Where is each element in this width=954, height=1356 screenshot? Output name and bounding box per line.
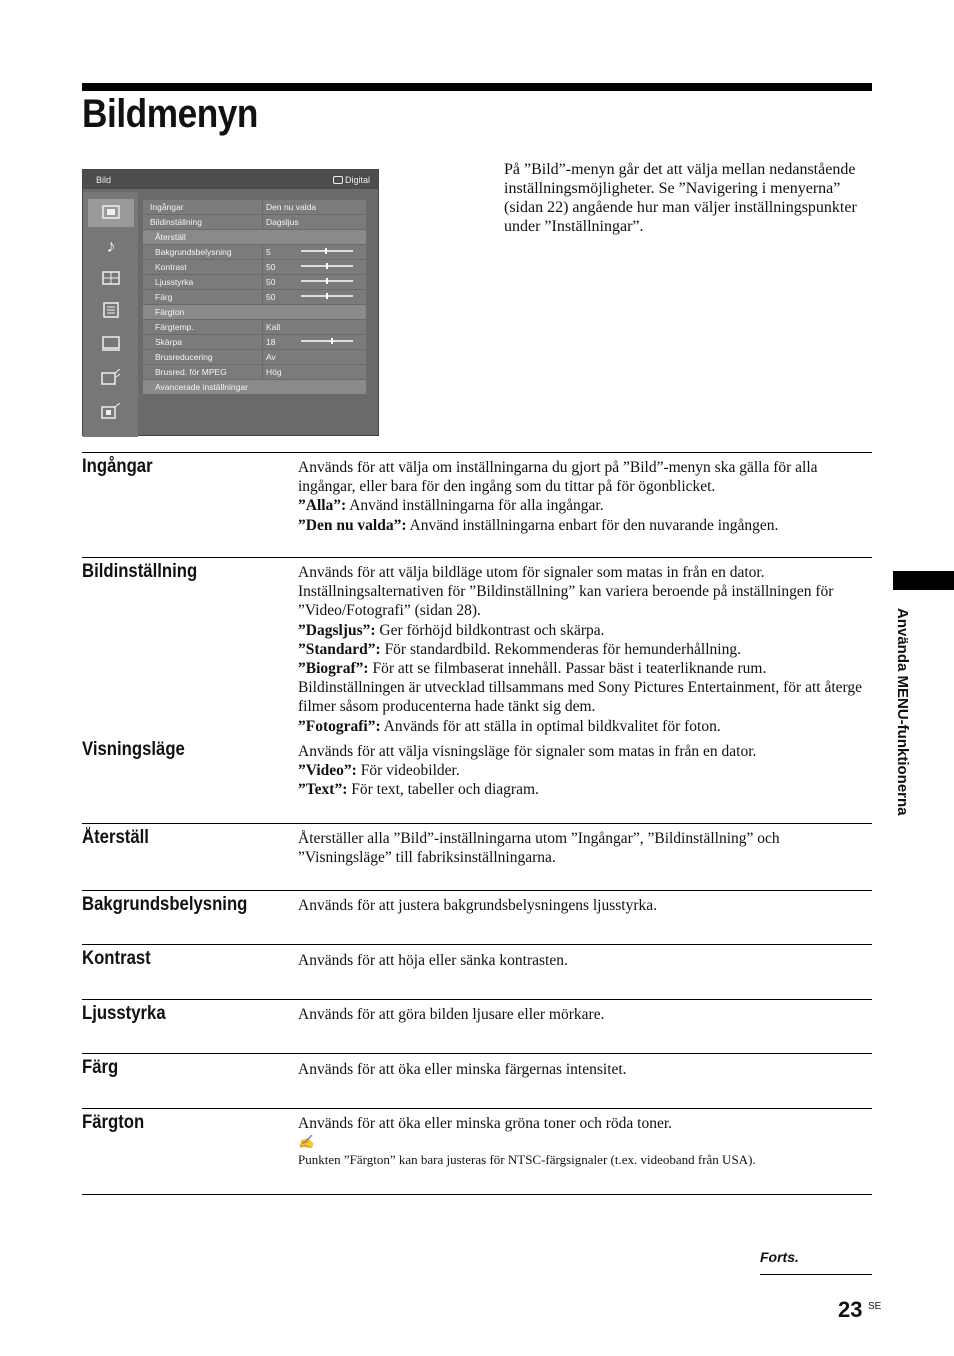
page-suffix: SE	[868, 1301, 882, 1312]
menu-row[interactable]	[143, 275, 366, 289]
menu-row-label: Återställ	[155, 232, 186, 242]
continued-rule	[760, 1274, 872, 1275]
note-text: Punkten ”Färgton” kan bara justeras för NTSC-färgsignaler (t.ex. videoband från USA).	[298, 1152, 756, 1168]
menu-row-slider	[301, 280, 353, 282]
desc-fargton	[298, 1114, 874, 1168]
term-aterstall: Återställ	[82, 827, 149, 848]
term-kontrast: Kontrast	[82, 948, 151, 969]
menu-row[interactable]	[143, 320, 366, 334]
menu-row[interactable]	[143, 335, 366, 349]
menu-row[interactable]	[143, 245, 366, 259]
option	[298, 621, 874, 640]
note-pencil-icon: ✍	[298, 1134, 315, 1150]
slider-knob	[326, 263, 328, 269]
menu-row[interactable]	[143, 200, 366, 214]
desc-text: Används för att välja visningsläge för signaler som matas in från en dator.	[298, 743, 757, 760]
option-label: ”Biograf”:	[298, 660, 369, 678]
menu-row-slider	[301, 295, 353, 297]
option-text: För videobilder.	[356, 762, 460, 780]
menu-row[interactable]	[143, 365, 366, 379]
music-note-icon: ♪	[106, 236, 116, 256]
continued-label: Forts.	[760, 1249, 799, 1265]
term-ljusstyrka: Ljusstyrka	[82, 1003, 166, 1024]
menu-row-value-text: 50	[266, 277, 276, 287]
menu-row-value-text: 50	[266, 262, 276, 272]
menu-row-value	[266, 322, 366, 332]
option	[298, 717, 874, 736]
menu-row[interactable]	[143, 290, 366, 304]
picture-icon	[88, 199, 134, 227]
menu-row-slider	[301, 265, 353, 267]
menu-row[interactable]	[143, 230, 366, 244]
section-divider	[82, 999, 872, 1000]
menu-row-value-text: 5	[266, 247, 271, 257]
menu-row-value-text: Dagsljus	[266, 217, 299, 227]
chapter-label	[894, 608, 918, 858]
menu-row-label: Avancerade inställningar	[155, 382, 248, 392]
option-label: ”Alla”:	[298, 497, 347, 515]
menu-row-value	[266, 202, 366, 212]
slider-knob	[326, 278, 328, 284]
term-farg: Färg	[82, 1057, 119, 1078]
menu-row-label: Ingångar	[150, 202, 184, 212]
menu-row-label: Färgtemp.	[155, 322, 194, 332]
title-rule	[82, 83, 872, 91]
option	[298, 761, 874, 780]
menu-row-label: Brusreducering	[155, 352, 213, 362]
option	[298, 496, 874, 515]
menu-row-label: Bildinställning	[150, 217, 202, 227]
menu-rows	[143, 200, 366, 395]
option-label: ”Standard”:	[298, 640, 381, 658]
menu-row-value	[266, 262, 366, 272]
section-divider	[82, 823, 872, 824]
term-bildinstallning: Bildinställning	[82, 561, 198, 582]
option-text: För att se filmbaserat innehåll. Passar bäst i teaterliknande rum. Bildinställningen är utvecklad tillsammans med Sony Pictures Entertainment, för att återge filmer såsom producenterna hade tänkt sig dem.	[298, 660, 863, 716]
menu-row-label: Bakgrundsbelysning	[155, 247, 232, 257]
menu-row[interactable]	[143, 260, 366, 274]
menu-row-value-text: Den nu valda	[266, 202, 317, 212]
section-divider	[82, 1108, 872, 1109]
menu-row-slider	[301, 250, 353, 252]
desc-text: Används för att öka eller minska gröna toner och röda toner.	[298, 1115, 673, 1132]
menu-row[interactable]	[143, 350, 366, 364]
term-bakgrundsbelysning: Bakgrundsbelysning	[82, 894, 248, 915]
menu-row[interactable]	[143, 215, 366, 229]
menu-row-value	[266, 217, 366, 227]
menu-title: Bild	[96, 175, 112, 185]
menu-row-value	[266, 292, 366, 302]
menu-row-label: Brusred. för MPEG	[155, 367, 227, 377]
desc-visningslage	[298, 742, 874, 800]
menu-row-label: Färgton	[155, 307, 185, 317]
option	[298, 640, 874, 659]
section-divider	[82, 1194, 872, 1195]
term-visningslage: Visningsläge	[82, 739, 185, 760]
menu-row-value	[266, 277, 366, 287]
menu-row-value	[266, 367, 366, 377]
menu-sidebar	[83, 192, 138, 437]
menu-row-value	[266, 247, 366, 257]
slider-knob	[325, 248, 327, 254]
option-text: Används för att ställa in optimal bildkvalitet för foton.	[380, 717, 721, 735]
option-label: ”Den nu valda”:	[298, 516, 407, 534]
monitor-icon	[88, 332, 134, 360]
option-text: Ger förhöjd bildkontrast och skärpa.	[375, 621, 605, 639]
desc-aterstall: Återställer alla ”Bild”-inställningarna utom ”Ingångar”, ”Bildinställning” och ”Visningsläge” till fabriksinställningarna.	[298, 830, 780, 867]
desc-kontrast: Används för att höja eller sänka kontrasten.	[298, 952, 568, 969]
section-divider	[82, 452, 872, 453]
option-label: ”Dagsljus”:	[298, 621, 376, 639]
page-number: 23	[838, 1297, 863, 1322]
term-fargton: Färgton	[82, 1112, 145, 1133]
option-label: ”Video”:	[298, 762, 357, 780]
section-divider	[82, 944, 872, 945]
menu-row-value-text: 50	[266, 292, 276, 302]
menu-row-value-text: Av	[266, 352, 276, 362]
option-text: Använd inställningarna enbart för den nuvarande ingången.	[406, 516, 779, 534]
section-divider	[82, 557, 872, 558]
section-divider	[82, 1053, 872, 1054]
channel-setup-icon	[88, 365, 134, 393]
menu-source: Digital	[333, 175, 370, 185]
option-text: Använd inställningarna för alla ingångar.	[346, 497, 604, 515]
option	[298, 516, 874, 535]
option-label: ”Fotografi”:	[298, 717, 381, 735]
page-title: Bildmenyn	[82, 92, 258, 136]
menu-title-bar	[83, 170, 378, 189]
menu-row-label: Skärpa	[155, 337, 182, 347]
chapter-label-text: Använda MENU-funktionerna	[894, 608, 911, 816]
menu-row-value-text: Kall	[266, 322, 281, 332]
option-text: För text, tabeller och diagram.	[347, 781, 539, 799]
menu-row-value-text: Hög	[266, 367, 282, 377]
menu-row-value-text: 18	[266, 337, 276, 347]
screen-icon	[88, 265, 134, 293]
option-text: För standardbild. Rekommenderas för hemunderhållning.	[380, 640, 741, 658]
slider-knob	[331, 338, 333, 344]
option	[298, 659, 874, 717]
menu-row[interactable]	[143, 380, 366, 394]
desc-farg: Används för att öka eller minska färgernas intensitet.	[298, 1061, 627, 1078]
channel-setup-alt-icon	[88, 399, 134, 427]
menu-row-label: Ljusstyrka	[155, 277, 194, 287]
term-ingangar: Ingångar	[82, 456, 153, 477]
menu-row-label: Kontrast	[155, 262, 187, 272]
menu-row-value	[266, 352, 366, 362]
slider-knob	[326, 293, 328, 299]
list-icon	[88, 298, 134, 326]
menu-row-slider	[301, 340, 353, 342]
menu-screenshot	[82, 169, 379, 436]
menu-row[interactable]	[143, 305, 366, 319]
option	[298, 780, 874, 799]
option-label: ”Text”:	[298, 781, 348, 799]
desc-text: Används för att välja om inställningarna du gjort på ”Bild”-menyn ska gälla för alla ingångar, eller bara för den ingång som du tittar på för ögonblicket.	[298, 459, 818, 496]
desc-ljusstyrka: Används för att göra bilden ljusare eller mörkare.	[298, 1006, 605, 1023]
desc-ingangar	[298, 458, 874, 535]
menu-row-value	[266, 337, 366, 347]
desc-bakgrundsbelysning: Används för att justera bakgrundsbelysningens ljusstyrka.	[298, 897, 658, 914]
section-divider	[82, 890, 872, 891]
desc-text: Används för att välja bildläge utom för signaler som matas in från en dator. Inställningsalternativen för ”Bildinställning” kan variera beroende på inställningen för ”Video/Fotografi” (sidan 28).	[298, 564, 834, 620]
chapter-tab	[893, 571, 954, 590]
menu-row-label: Färg	[155, 292, 173, 302]
desc-bildinstallning	[298, 563, 874, 736]
intro-text: På ”Bild”-menyn går det att välja mellan nedanstående inställningsmöjligheter. Se ”Navigering i menyerna” (sidan 22) angående hur man väljer inställningspunkter under ”Inställningar”.	[504, 161, 857, 235]
